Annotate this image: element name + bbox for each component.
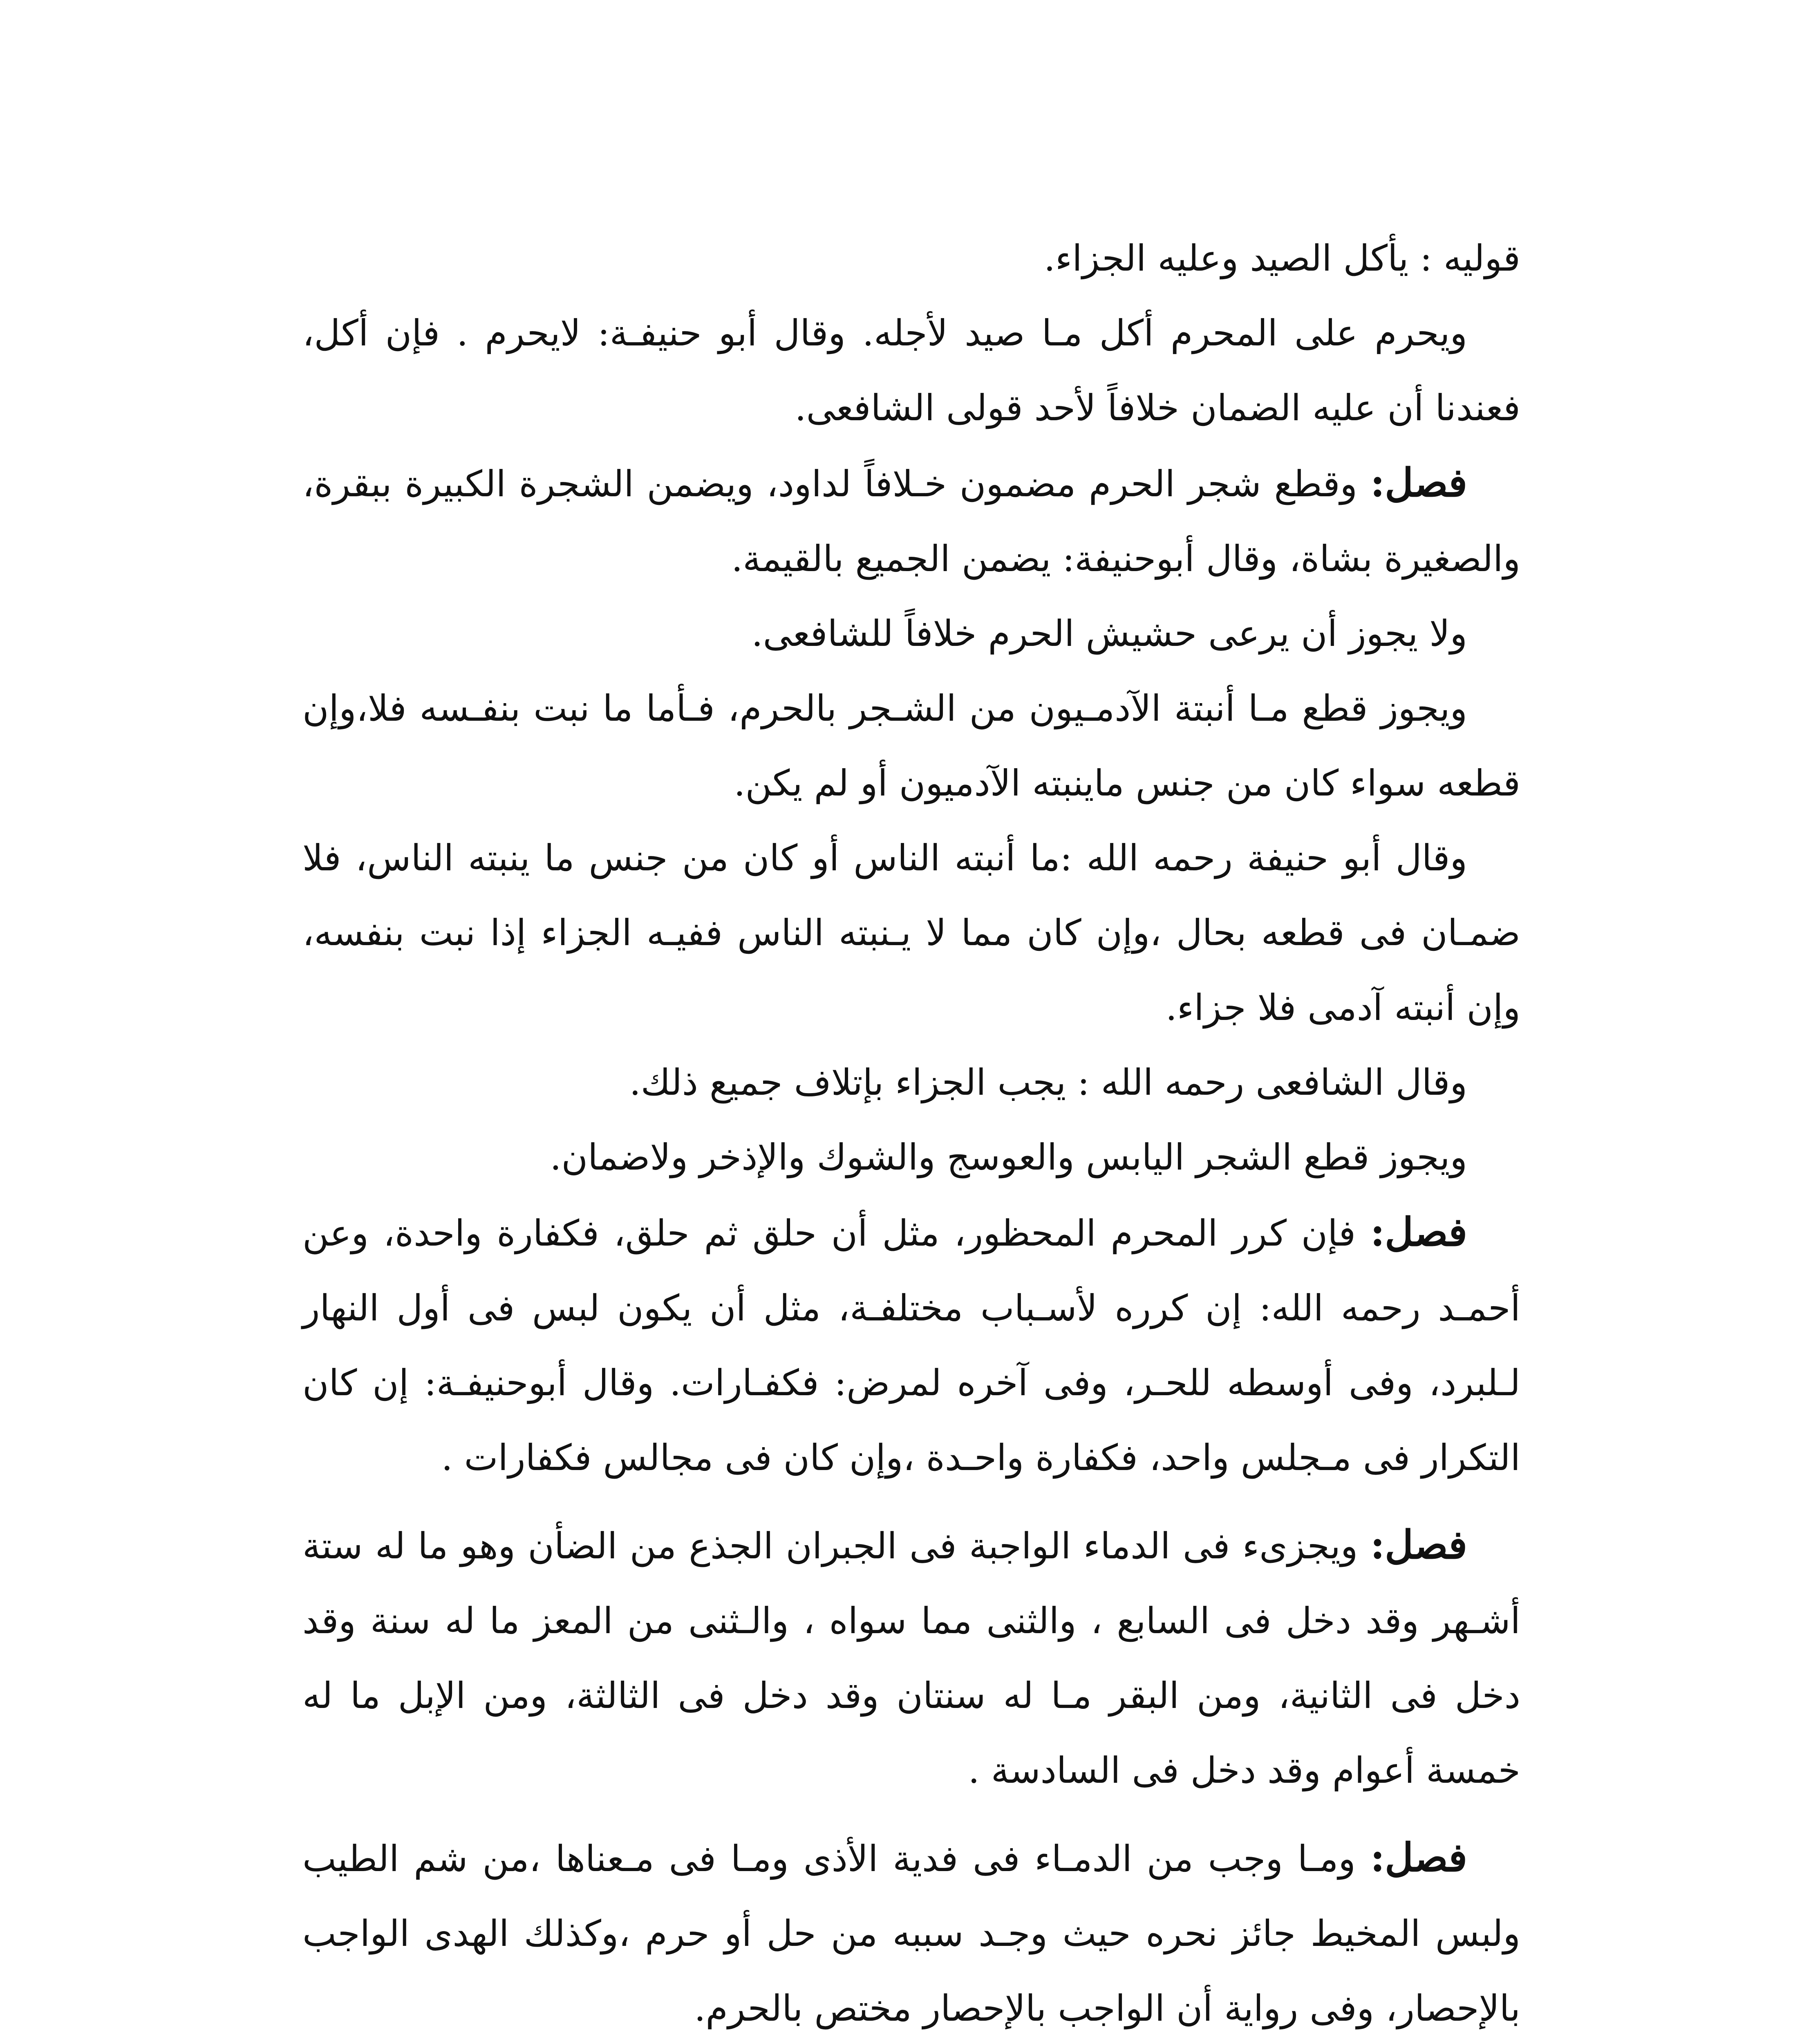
paragraph-3: [302, 445, 1520, 596]
section-heading-fasl: فصل:: [1370, 1209, 1467, 1255]
paragraph-6: [302, 820, 1520, 1045]
paragraph-text: ويحرم على المحرم أكل مـا صيد لأجله. وقال أبو حنيفـة: لايحرم . فإن أكل، فعندنا أن عليه الضمان خلافاً لأحد قولى الشافعى.: [302, 312, 1520, 429]
paragraph-text: ويجوز قطع مـا أنبتة الآدمـيون من الشـجر بالحرم، فـأما ما نبت بنفـسه فلا،وإن قطعه سواء كان من جنس ماينبته الآدميون أو لم يكن.: [302, 687, 1520, 804]
paragraph-1: [302, 221, 1520, 296]
section-heading-fasl: فصل:: [1370, 459, 1467, 506]
paragraph-text: وقال أبو حنيفة رحمه الله :ما أنبته الناس أو كان من جنس ما ينبته الناس، فلا ضمـان فى قطعه بحال ،وإن كان مما لا يـنبته الناس ففيـه الجزاء إذا نبت بنفسه، وإن أنبته آدمى فلا جزاء.: [302, 837, 1520, 1029]
paragraph-text: فإن كرر المحرم المحظور، مثل أن حلق ثم حلق، فكفارة واحدة، وعن أحمـد رحمه الله: إن كرره لأسـباب مختلفـة، مثل أن يكون لبس فى أول النهار لـلبرد، وفى أوسطه للحـر، وفى آخره لمرض: فكفـارات. وقال أبوحنيفـة: إن كان التكرار فى مـجلس واحد، فكفارة واحـدة ،وإن كان فى مجالس فكفارات .: [302, 1212, 1520, 1479]
paragraph-text: ويجوز قطع الشجر اليابس والعوسج والشوك والإذخر ولاضمان.: [550, 1136, 1467, 1178]
paragraph-4: [302, 596, 1520, 671]
body-text: [302, 221, 1520, 2044]
paragraph-text: ويجزىء فى الدماء الواجبة فى الجبران الجذع من الضأن وهو ما له ستة أشـهر وقد دخل فى السابع ، والثنى مما سواه ، والـثنى من المعز ما له سنة وقد دخل فى الثانية، ومن البقر مـا له سنتان وقد دخل فى الثالثة، ومن الإبل ما له خمسة أعوام وقد دخل فى السادسة .: [302, 1525, 1520, 1791]
paragraph-11: [302, 1820, 1520, 2044]
paragraph-text: ومـا وجب من الدمـاء فى فدية الأذى ومـا فى مـعناها ،من شم الطيب ولبس المخيط جائز نحره حيث وجـد سببه من حل أو حرم ،وكذلك الهدى الواجب بالإحصار، وفى رواية أن الواجب بالإحصار مختص بالحرم.: [302, 1838, 1520, 2029]
paragraph-8: [302, 1120, 1520, 1195]
paragraph-9: [302, 1195, 1520, 1495]
section-heading-fasl: فصل:: [1370, 1522, 1467, 1568]
paragraph-10: [302, 1507, 1520, 1808]
paragraph-2: [302, 296, 1520, 445]
paragraph-text: وقطع شجر الحرم مضمون خـلافاً لداود، ويضمن الشجرة الكبيرة ببقرة، والصغيرة بشاة، وقال أبوحنيفة: يضمن الجميع بالقيمة.: [302, 463, 1520, 580]
paragraph-7: [302, 1045, 1520, 1120]
paragraph-5: [302, 671, 1520, 820]
section-heading-fasl: فصل:: [1370, 1834, 1467, 1880]
paragraph-text: قوليه : يأكل الصيد وعليه الجزاء.: [1043, 237, 1520, 279]
paragraph-text: ولا يجوز أن يرعى حشيش الحرم خلافاً للشافعى.: [751, 612, 1467, 654]
paragraph-text: وقال الشافعى رحمه الله : يجب الجزاء بإتلاف جميع ذلك.: [629, 1061, 1467, 1103]
